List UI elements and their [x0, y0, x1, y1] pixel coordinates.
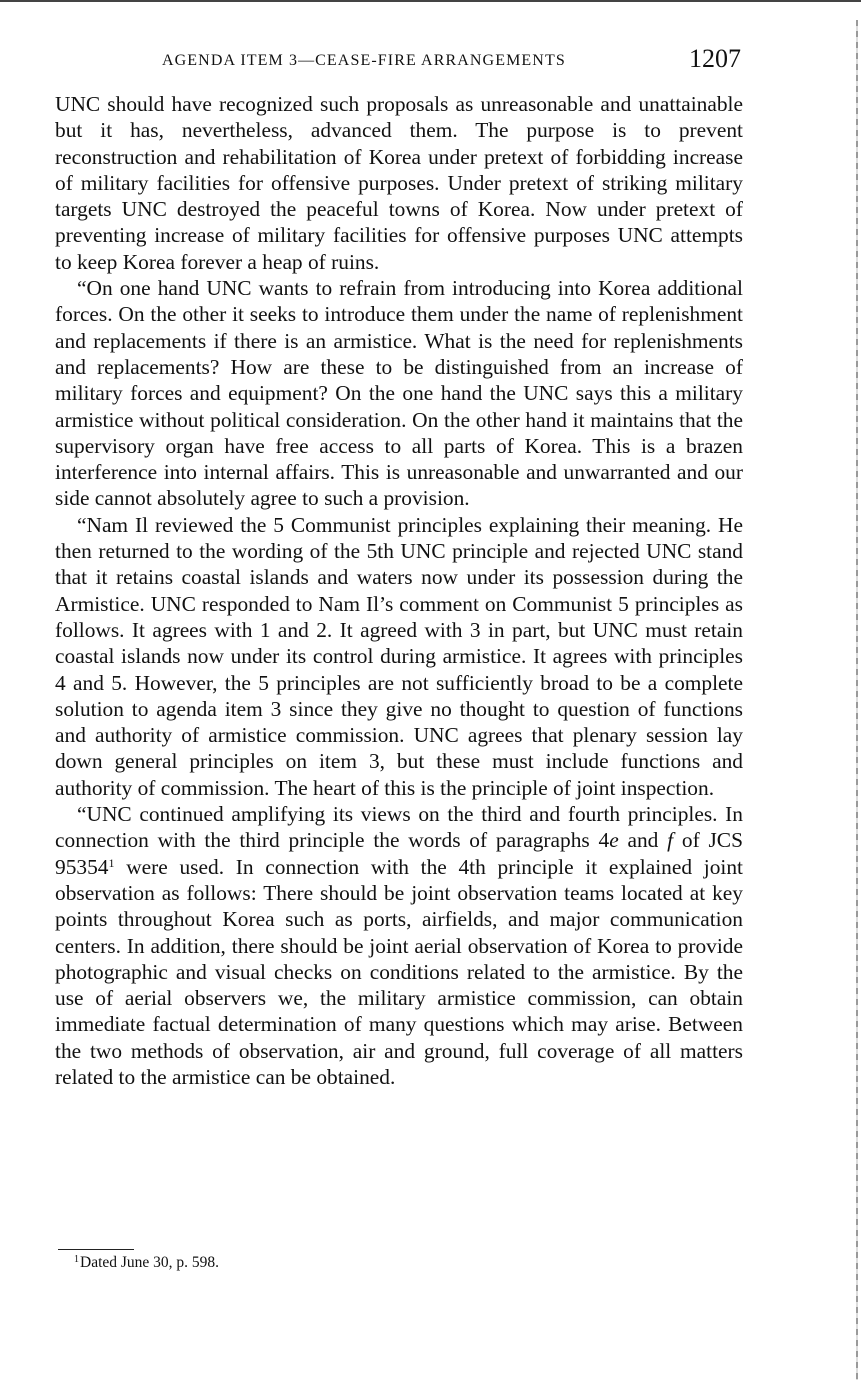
footnote-divider [58, 1249, 134, 1250]
page-edge-shadow [856, 20, 858, 1380]
running-title: AGENDA ITEM 3—CEASE-FIRE ARRANGEMENTS [162, 52, 566, 69]
paragraph-4-text-d: were used. In connection with the 4th principle it explained joint observation as follows: There should be joint observation teams located at key points throughout Korea such as ports, airfields, and major communication centers. In addition, there should be joint aerial observation of Korea to provide photographic and visual checks on conditions related to the armistice. By the use of aerial observers we, the military armistice commission, can obtain immediate factual determination of many questions which may arise. Between the two methods of observation, air and ground, full coverage of all matters related to the armistice can be obtained. [55, 854, 743, 1089]
footnote-reference: 1 [108, 855, 115, 870]
paragraph-4-text-c: of JCS 95354 [55, 828, 743, 879]
body-text [55, 91, 743, 1090]
top-border-rule [0, 0, 861, 2]
paragraph-1: UNC should have recognized such proposals as unreasonable and unattainable but it has, nevertheless, advanced them. The purpose is to prevent reconstruction and rehabilitation of Korea under pretext of forbidding increase of military facilities for offensive purposes. Under pretext of striking military targets UNC destroyed the peaceful towns of Korea. Now under pretext of preventing increase of military facilities for offensive purposes UNC attempts to keep Korea forever a heap of ruins. [55, 92, 743, 274]
paragraph-4-text-a: “UNC continued amplifying its views on the third and fourth principles. In connection with the third principle the words of paragraphs 4 [55, 802, 743, 853]
footnote-marker: 1 [74, 1254, 79, 1265]
paragraph-2: “On one hand UNC wants to refrain from introducing into Korea additional forces. On the other it seeks to introduce them under the name of replenishment and replacements if there is an armistice. What is the need for replenishments and replacements? How are these to be distinguished from an increase of military forces and equipment? On the one hand the UNC says this a military armistice without political consideration. On the other hand it maintains that the supervisory organ have free access to all parts of Korea. This is a brazen interference into internal affairs. This is unreasonable and unwarranted and our side cannot absolutely agree to such a provision. [55, 276, 743, 511]
paragraph-4-text-b: and [618, 828, 668, 853]
paragraph-4-italic-f: f [667, 828, 674, 853]
paragraph-3: “Nam Il reviewed the 5 Communist principles explaining their meaning. He then returned to the wording of the 5th UNC principle and rejected UNC stand that it retains coastal islands and waters now under its possession during the Armistice. UNC responded to Nam Il’s comment on Communist 5 principles as follows. It agrees with 1 and 2. It agreed with 3 in part, but UNC must retain coastal islands now under its control during armistice. It agrees with principles 4 and 5. However, the 5 principles are not sufficiently broad to be a complete solution to agenda item 3 since they give no thought to question of functions and authority of armistice commission. UNC agrees that plenary session lay down general principles on item 3, but these must include functions and authority of commission. The heart of this is the principle of joint inspection. [55, 512, 743, 800]
paragraph-4 [55, 801, 743, 1090]
running-header [50, 44, 745, 80]
page-number: 1207 [689, 44, 741, 73]
footnote [74, 1254, 219, 1272]
footnote-text: Dated June 30, p. 598. [80, 1254, 220, 1271]
paragraph-4-italic-e: e [609, 828, 619, 853]
